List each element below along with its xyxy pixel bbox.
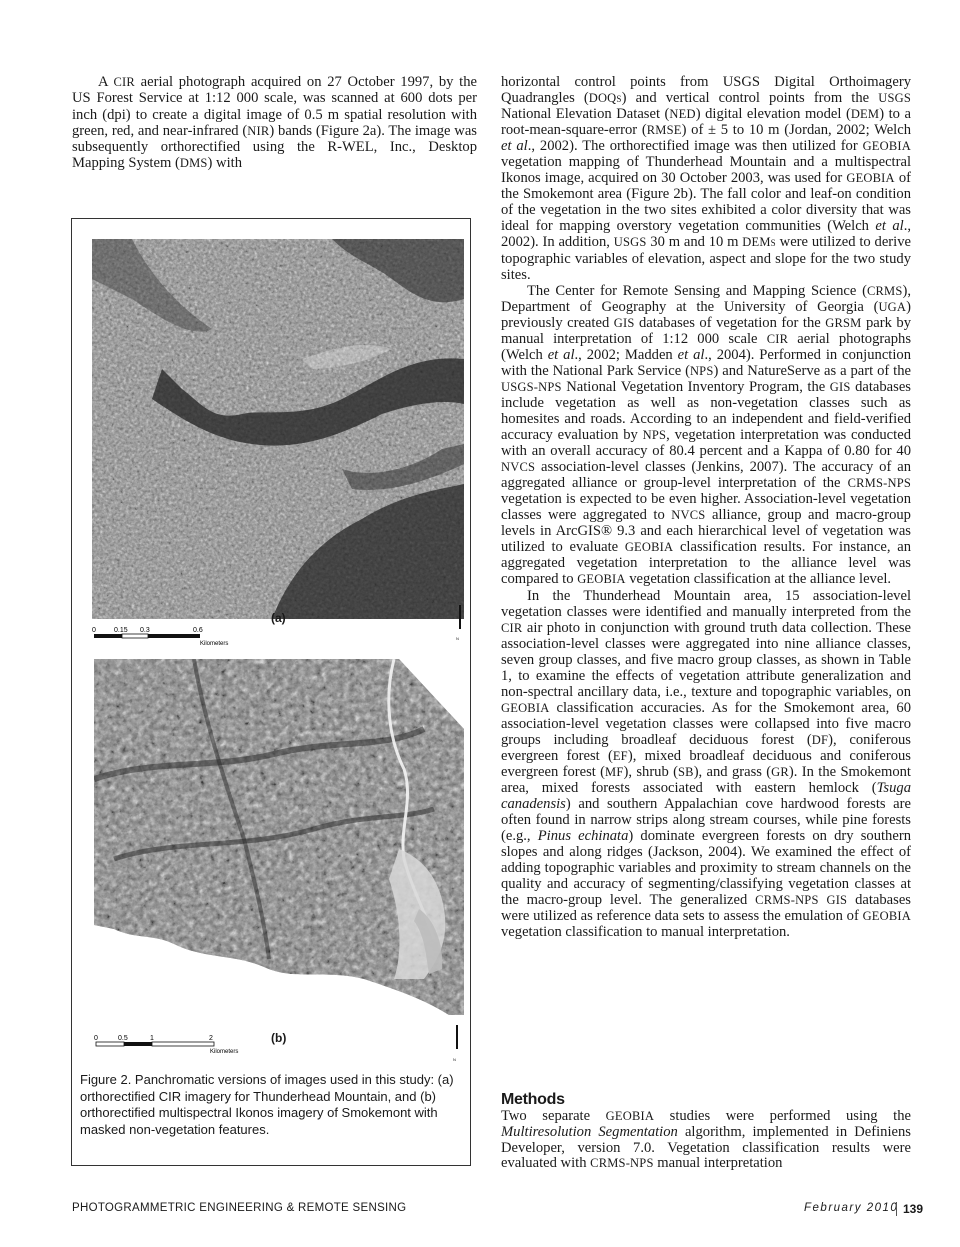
italic-text: et al [677,346,705,363]
abbreviation: DEM [850,107,880,122]
abbreviation: CIR [501,620,523,635]
abbreviation: GIS [826,893,848,908]
abbreviation: GEOBIA [846,171,895,186]
abbreviation: GEOBIA [605,1109,655,1123]
footer-date: February 2010 [804,1202,899,1214]
abbreviation: NVCS [501,460,536,475]
scalebar-a-tick: 0.6 [193,627,203,634]
figure-2b-scalebar [90,1031,270,1055]
abbreviation: UGA [878,299,907,314]
figure-2 [71,218,471,1166]
methods-heading: Methods [501,1091,565,1108]
north-label-a: N [456,636,459,641]
scalebar-b-tick: 2 [209,1035,213,1042]
right-paragraph-3: In the Thunderhead Mountain area, 15 association-level vegetation classes were identified and manually interpreted from the CIR air photo in conjunction with ground truth data collection. These association-level classes were aggregated into nine alliance classes, seven group classes, and five macro group classes, as shown in Table 1, to examine the effects of vegetation attribute generalization and non-spectral ancillary data, i.e., texture and topographic variables, on GEOBIA classification accuracies. As for the Smokemont area, 60 association-level vegetation classes were collapsed into five macro groups including broadleaf deciduous forest (DF), coniferous evergreen forest (EF), mixed broadleaf deciduous and coniferous evergreen forest (MF), shrub (SB), and grass (GR). In the Smokemont area, mixed forests associated with eastern hemlock (Tsuga canadensis) and southern Appalachian cove hardwood forests are often found in narrow strips along stream courses, while pine forests (e.g., Pinus echinata) dominate evergreen forests on dry southern slopes and along ridges (Jackson, 2004). We examined the effect of adding topographic variables and proximity to stream channels on the quality and accuracy of segmenting/classifying vegetation classes at the macro-group level. The generalized CRMS-NPS GIS databases were utilized as reference data sets to assess the emulation of GEOBIA vegetation classification to manual interpretation. [501,587,911,941]
abbreviation: GEOBIA [501,700,550,715]
italic-text: Tsuga canadensis [501,780,911,813]
scalebar-a-tick: 0.3 [140,627,150,634]
north-label-b: N [453,1057,456,1062]
scalebar-b-tick: 0 [94,1035,98,1042]
north-arrow-a [459,605,461,629]
abbreviation: NPS [689,363,714,378]
abbreviation: GR [771,765,789,780]
abbreviation: CIR [113,75,135,89]
abbreviation: GEOBIA [624,540,674,555]
abbreviation: USGS [878,91,911,106]
italic-text: et al [875,218,904,235]
right-paragraph-1: horizontal control points from USGS Digital Orthoimagery Quadrangles (DOQs) and vertical control points from the USGS National Elevation Dataset (NED) digital elevation model (DEM) to a root-mean-square-error (RMSE) of ± 5 to 10 m (Jordan, 2002; Welch et al., 2002). The orthorectified image was then utilized for GEOBIA vegetation mapping of Thunderhead Mountain and a multispectral Ikonos image, acquired on 30 October 2003, was used for GEOBIA of the Smokemont area (Figure 2b). The fall color and leaf-on condition of the vegetation in the two sites exhibited a color diversity that was ideal for mapping overstory vegetation communities (Welch et al., 2002). In addition, USGS 30 m and 10 m DEMs were utilized to derive topographic variables of elevation, aspect and slope for the two study sites. [501,74,911,283]
figure-2b-image [94,659,464,1015]
abbreviation: DMS [179,156,208,171]
italic-text: et al [547,346,575,363]
scalebar-a-unit: Kilometers [200,641,229,647]
right-column [501,74,911,941]
abbreviation: CRMS-NPS [590,1156,654,1171]
abbreviation: DOQs [588,91,622,106]
abbreviation: USGS-NPS [501,379,562,394]
footer-journal-name: PHOTOGRAMMETRIC ENGINEERING & REMOTE SENSING [72,1202,407,1214]
methods-paragraph: Two separate GEOBIA studies were performed using the Multiresolution Segmentation algorithm, implemented in Definiens Developer, version 7.0. Vegetation classification results were evaluated with CRMS-NPS manual interpretation [501,1108,911,1172]
figure-2b-label: (b) [271,1031,287,1045]
abbreviation: CRMS [866,283,903,298]
abbreviation: EF [612,748,628,763]
right-paragraph-2: The Center for Remote Sensing and Mapping Science (CRMS), Department of Geography at the University of Georgia (UGA) previously created GIS databases of vegetation for the GRSM park by manual interpretation of 1:12 000 scale CIR aerial photographs (Welch et al., 2002; Madden et al., 2004). Performed in conjunction with the National Park Service (NPS) and NatureServe as a part of the USGS-NPS National Vegetation Inventory Program, the GIS databases include vegetation as well as non-vegetation classes such as homesites and roads. According to an independent and field-verified accuracy evaluation by NPS, vegetation interpretation was conducted with an overall accuracy of 80.4 percent and a Kappa of 0.80 for 40 NVCS association-level classes (Jenkins, 2007). The accuracy of an aggregated alliance or group-level interpretation of the CRMS-NPS vegetation is expected to be even higher. Association-level vegetation classes were aggregated to NVCS alliance, group and macro-group levels in ArcGIS® 9.3 and each hierarchical level of vegetation was utilized to evaluate GEOBIA classification results. For instance, an aggregated vegetation interpretation to the alliance level was compared to GEOBIA vegetation classification at the alliance level. [501,282,912,588]
intro-paragraph: A CIR aerial photograph acquired on 27 October 1997, by the US Forest Service at 1:12 000 scale, was scanned at 600 dots per inch (dpi) to create a digital image of 0.5 m spatial resolution with green, red, and near-infrared (NIR) bands (Figure 2a). The image was subsequently orthorectified using the R-WEL, Inc., Desktop Mapping System (DMS) with [72,74,477,172]
italic-text: Pinus echinata [537,828,629,845]
scalebar-a-tick: 0.15 [114,627,128,634]
scalebar-b-unit: Kilometers [210,1049,239,1055]
figure-2a-label: (a) [271,611,286,625]
methods-text [501,1109,911,1172]
scalebar-b-tick: 1 [150,1035,154,1042]
abbreviation: GIS [613,315,635,330]
abbreviation: NPS [642,428,667,443]
abbreviation: NIR [247,123,270,138]
abbreviation: CIR [766,331,789,346]
left-column-intro [72,74,477,172]
abbreviation: DEMs [742,235,776,250]
north-arrow-b [456,1025,458,1049]
abbreviation: USGS [613,235,647,250]
scalebar-a-tick: 0 [92,627,96,634]
abbreviation: MF [605,765,624,780]
abbreviation: NED [669,107,696,122]
abbreviation: NVCS [671,508,706,523]
abbreviation: CRMS-NPS [847,476,911,491]
abbreviation: GEOBIA [577,572,626,587]
abbreviation: GEOBIA [862,139,911,154]
italic-text: Multiresolution Segmentation [501,1123,678,1140]
figure-2-caption: Figure 2. Panchromatic versions of images used in this study: (a) orthorectified CIR imagery for Thunderhead Mountain, and (b) orthorectified multispectral Ikonos imagery of Smokemont with masked non-vegetation features. [80,1072,454,1137]
footer-page-number: 139 [896,1202,923,1216]
italic-text: et al [501,138,528,155]
abbreviation: RMSE [646,123,682,138]
abbreviation: GRSM [825,315,862,330]
figure-2a-image [92,239,464,619]
abbreviation: GEOBIA [862,909,911,924]
figure-2a-scalebar [90,623,260,647]
abbreviation: CRMS-NPS [755,893,819,908]
abbreviation: SB [677,765,694,780]
abbreviation: DF [811,732,829,747]
scalebar-b-tick: 0.5 [118,1035,128,1042]
abbreviation: GIS [829,379,851,394]
